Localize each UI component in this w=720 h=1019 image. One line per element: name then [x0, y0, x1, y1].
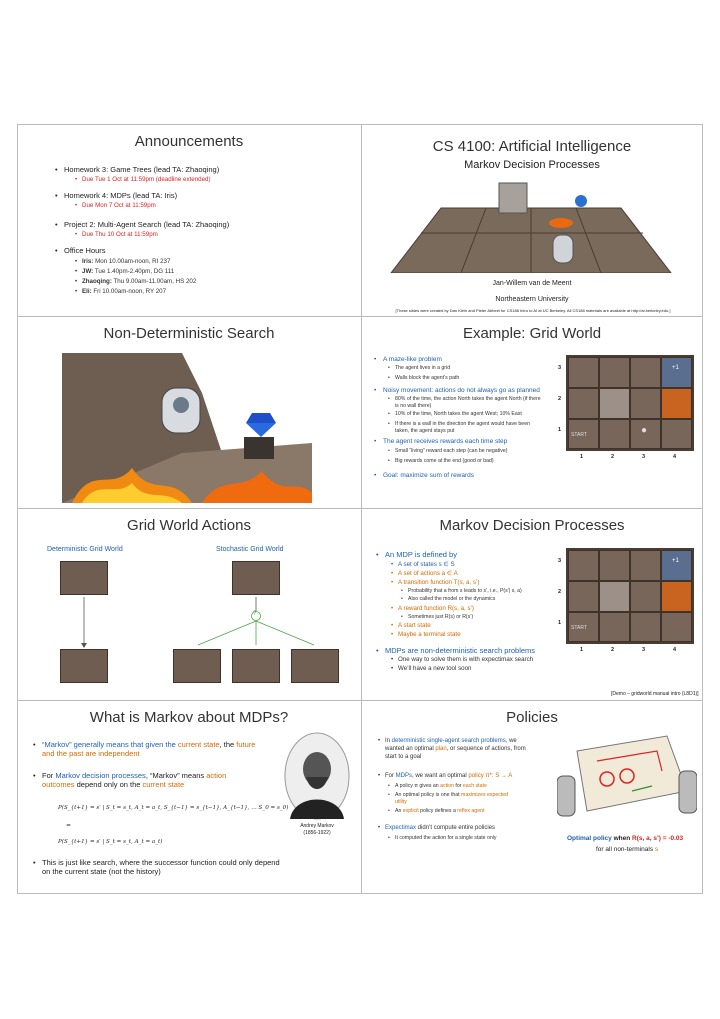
bullet: • A maze-like problem [383, 355, 442, 364]
gridworld-3d-illustration [381, 173, 681, 273]
text: when [611, 835, 633, 842]
text: we wanted an optimal [385, 738, 517, 752]
text: current state [142, 780, 185, 789]
ta-name: Iris: [82, 258, 94, 265]
col-label: 2 [611, 647, 615, 653]
ta-time: Mon 10.00am-noon, RI 237 [93, 258, 171, 265]
policy-caption-line2 [596, 846, 658, 853]
start-label: START [571, 432, 587, 438]
office-hour [82, 268, 174, 276]
text: , we want an optimal [412, 773, 469, 779]
text: In [385, 738, 392, 744]
text: A policy π gives an [395, 783, 441, 789]
bullet: • MDPs are non-deterministic search problems [385, 646, 535, 655]
text: , or sequence of actions, from start to a goal [385, 745, 526, 760]
text: deterministic single-agent search problems, [391, 738, 508, 744]
due-date: • Due Mon 7 Oct at 11:59pm [82, 202, 156, 210]
university-name: Northeastern University [495, 296, 569, 303]
ta-name: Eli: [82, 288, 92, 295]
states-text: A set of states s ∈ S [398, 561, 455, 568]
announcement-item [64, 191, 177, 200]
sub-sub-bullet: • Also called the model or the dynamics [408, 596, 495, 604]
row-label: 3 [558, 365, 562, 371]
item-lead: (lead TA: Iris) [130, 191, 178, 200]
ta-time: Thu 9.00am-11.00am, HS 202 [111, 278, 197, 285]
sub-bullet [395, 792, 515, 806]
row-label: 1 [558, 620, 562, 626]
col-label: 2 [611, 454, 615, 460]
sub-sub-bullet: • Probability that a from s leads to s’, i.e., P(s’| s, a) [408, 588, 522, 596]
sub-bullet: • 10% of the time, North takes the agent West; 10% East [395, 411, 545, 419]
text: Optimal policy [567, 835, 612, 842]
slide-grid-world-example [361, 317, 703, 508]
col-label: 4 [673, 647, 677, 653]
sub-bullet: • Big rewards come at the end (good or bad) [395, 458, 494, 466]
slide-grid [17, 124, 703, 894]
bullet [385, 738, 535, 761]
start-label: START [571, 625, 587, 631]
text: “Markov” generally means that given the [42, 740, 178, 749]
sub-bullet: • The agent lives in a grid [395, 365, 450, 373]
text: For [42, 771, 56, 780]
sub-bullet: • Small “living” reward each step (can be negative) [395, 448, 507, 456]
course-title: CS 4100: Artificial Intelligence [432, 138, 632, 155]
ta-time: Tue 1.40pm-2.40pm, DG 111 [93, 268, 175, 275]
text: reflex agent [457, 808, 485, 814]
row-label: 2 [558, 396, 562, 402]
bullet: • Goal: maximize sum of rewards [383, 471, 474, 480]
sub-bullet: • A set of actions a ∈ A [398, 570, 458, 578]
ta-name: JW: [82, 268, 94, 275]
text: depend only on the [74, 780, 143, 789]
col-label: 3 [642, 647, 646, 653]
item-lead: (lead TA: Zhaoqing) [151, 165, 220, 174]
text: policy defines a [418, 808, 458, 814]
text: current state [177, 740, 220, 749]
text: MDPs [395, 773, 413, 779]
item-heading: Homework 3: Game Trees [64, 165, 152, 174]
sub-bullet: • Maybe a terminal state [398, 631, 461, 639]
announcement-item [64, 165, 219, 174]
sub-bullet: • A start state [398, 622, 431, 630]
action-arrows [18, 509, 360, 700]
text: An [395, 808, 403, 814]
sub-bullet: • One way to solve them is with expectimax search [398, 656, 533, 664]
sub-bullet: • Walls block the agent’s path [395, 375, 459, 383]
text: , the [219, 740, 237, 749]
credit-note: [These slides were created by Dan Klein and Pieter Abbeel for CS188 Intro to AI at UC Berkeley. All CS188 materials are available at http://ai.berkeley.edu.] [395, 308, 671, 313]
text: explicit [402, 808, 419, 814]
office-hour [82, 278, 196, 286]
grid-world-figure [566, 548, 694, 644]
sub-bullet: • 80% of the time, the action North takes the agent North (if there is no wall there) [395, 396, 545, 409]
slide-title: Example: Grid World [462, 325, 602, 342]
plus-one-label: +1 [672, 365, 679, 371]
text: , “Markov” means [145, 771, 207, 780]
portrait-name: Andrey Markov [300, 823, 334, 829]
item-heading: Project 2: Multi-Agent Search [64, 220, 162, 229]
demo-note: [Demo – gridworld manual intro (L8D1)] [611, 691, 699, 697]
chance-node: ? [253, 611, 257, 617]
col-label: 1 [580, 647, 584, 653]
sub-bullet [398, 561, 455, 569]
stochastic-label: Stochastic Grid World [216, 546, 284, 553]
ta-time: Fri 10.00am-noon, RY 207 [91, 288, 167, 295]
text: s [654, 846, 659, 853]
portrait-years: (1856-1922) [303, 830, 331, 836]
equation-markov: P(S_{t+1} = s′ | S_t = s_t, A_t = a_t) [58, 839, 163, 845]
sub-bullet: • If there is a wall in the direction the agent would have been taken, the agent stays put [395, 421, 545, 434]
text: Markov decision processes [55, 771, 146, 780]
item-lead: (lead TA: Zhaoqing) [161, 220, 230, 229]
bullet [42, 771, 257, 789]
policy-map-illustration [557, 731, 697, 821]
slide-title-page [361, 125, 703, 316]
grid-world-figure [566, 355, 694, 451]
sub-bullet: • It computed the action for a single state only [395, 835, 497, 843]
slide-announcements [18, 125, 360, 316]
cliff-robot-illustration [62, 353, 312, 503]
slide-markov [18, 701, 360, 892]
bullet: • The agent receives rewards each time step [383, 437, 507, 446]
slide-title: Non-Deterministic Search [103, 325, 275, 342]
slide-title: Policies [506, 709, 558, 726]
text: maximizes expected utility [395, 792, 509, 805]
announcement-item: • Office Hours [64, 246, 106, 255]
row-label: 3 [558, 558, 562, 564]
bullet [385, 773, 512, 781]
lecture-subtitle: Markov Decision Processes [464, 159, 600, 171]
markov-portrait [282, 731, 352, 821]
text: For [385, 773, 396, 779]
text: for all non-terminals [596, 846, 655, 853]
text: for [453, 783, 463, 789]
row-label: 2 [558, 589, 562, 595]
text: future and the past are independent [42, 740, 256, 758]
due-date: • Due Tue 1 Oct at 11:59pm (deadline extended) [82, 176, 211, 184]
announcement-item [64, 220, 229, 229]
text: An optimal policy is one that [395, 792, 462, 798]
text: Expectimax [385, 825, 417, 831]
bullet: • This is just like search, where the successor function could only depend on the current state (not the history) [42, 858, 282, 876]
slide-title: Announcements [134, 133, 244, 150]
ta-name: Zhaoqing: [82, 278, 112, 285]
slide-title: Grid World Actions [127, 517, 251, 534]
office-hour [82, 258, 170, 266]
sub-sub-bullet: • Sometimes just R(s) or R(s’) [408, 614, 473, 622]
bullet [42, 740, 257, 758]
policy-caption-line1 [567, 835, 683, 842]
col-label: 3 [642, 454, 646, 460]
item-heading: Homework 4: MDPs [64, 191, 131, 200]
slide-non-deterministic [18, 317, 360, 508]
bullet [385, 825, 495, 833]
slide-grid-world-actions [18, 509, 360, 700]
text: action outcomes [42, 771, 227, 789]
author-name: Jan-Willem van de Meent [492, 280, 572, 287]
office-hour [82, 288, 166, 296]
equation-full: P(S_{t+1} = s′ | S_t = s_t, A_t = a_t, S_{t−1} = s_{t−1}, A_{t−1}, … S_0 = s_0) [58, 805, 289, 811]
robot-icon: ● [641, 425, 648, 436]
slide-policies [361, 701, 703, 892]
plus-one-label: +1 [672, 558, 679, 564]
slide-title: What is Markov about MDPs? [89, 709, 289, 726]
row-label: 1 [558, 427, 562, 433]
sub-bullet [395, 808, 484, 816]
sub-bullet: • A reward function R(s, a, s’) [398, 605, 474, 613]
sub-bullet: • A transition function T(s, a, s’) [398, 579, 479, 587]
col-label: 1 [580, 454, 584, 460]
bullet: • An MDP is defined by [385, 550, 457, 559]
deterministic-label: Deterministic Grid World [47, 546, 123, 553]
col-label: 4 [673, 454, 677, 460]
sub-bullet: • We’ll have a new tool soon [398, 665, 472, 673]
text: R(s, a, s’) = -0.03 [632, 835, 684, 842]
bullet: • Noisy movement: actions do not always go as planned [383, 386, 540, 395]
equation-equals: = [66, 822, 72, 829]
slide-mdp-definition [361, 509, 703, 700]
text: didn’t compute entire policies [416, 825, 496, 831]
text: policy π*: S → A [468, 773, 513, 779]
sub-bullet [395, 783, 487, 791]
slide-title: Markov Decision Processes [439, 517, 625, 534]
due-date: • Due Thu 10 Oct at 11:59pm [82, 231, 158, 239]
text: plan [435, 745, 447, 752]
text: each state [462, 783, 487, 789]
text: action [440, 783, 454, 789]
